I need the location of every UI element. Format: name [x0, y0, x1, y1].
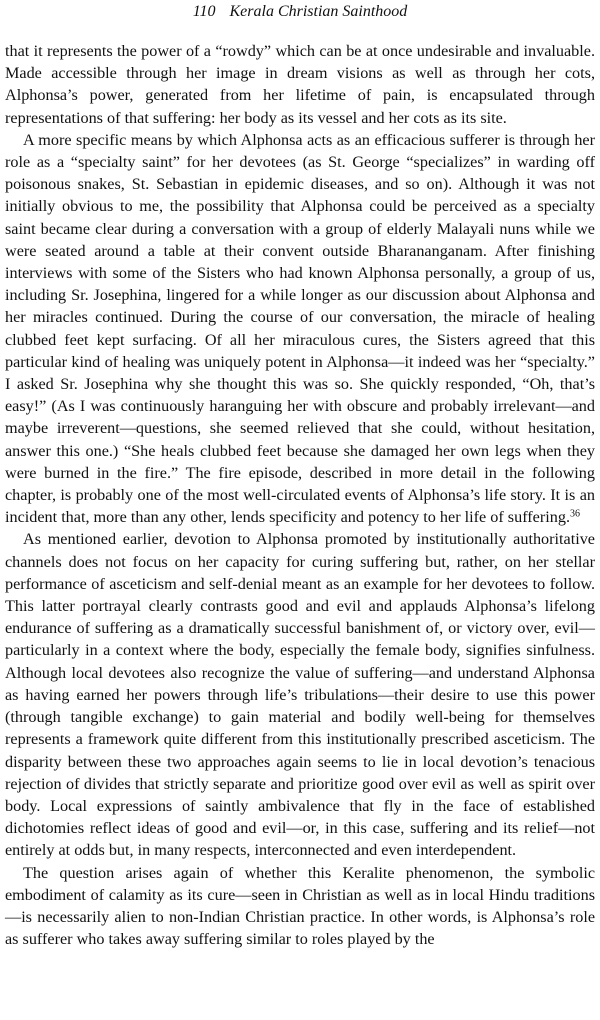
body-text: [5, 40, 595, 950]
paragraph: The question arises again of whether this Keralite phenomenon, the symbolic embodiment of calamity as its cure—seen in Christian as well as in local Hindu traditions—is necessarily alien to non-Indian Christian practice. In other words, is Alphonsa’s role as sufferer who takes away suffering similar to roles played by the: [5, 863, 595, 949]
paragraph-text: A more specific means by which Alphonsa acts as an efficacious sufferer is through her role as a “specialty saint” for her devotees (as St. George “specializes” in warding off poisonous snakes, St. Sebastian in epidemic diseases, and so on). Although it was not initially obvious to me, the possibility that Alphonsa could be perceived as a specialty saint became clear during a conversation with a group of elderly Malayali nuns while we were seated around a table at their convent outside Bharananganam. After finishing interviews with some of the Sisters who had known Alphonsa personally, a group of us, including Sr. Josephina, lingered for a while longer as our discussion about Alphonsa and her miracles continued. During the course of our conversation, the miracle of healing clubbed feet kept surfacing. Of all her miraculous cures, the Sisters agreed that this particular kind of healing was uniquely potent in Alphonsa—it indeed was her “specialty.” I asked Sr. Josephina why she thought this was so. She quickly responded, “Oh, that’s easy!” (As I was continuously haranguing her with obscure and probably irrelevant—and maybe irreverent—questions, she seemed relieved that she could, without hesitation, answer this one.) “She heals clubbed feet because she damaged her own legs when they were burned in the fire.” The fire episode, described in more detail in the following chapter, is probably one of the most well-circulated events of Alphonsa’s life story. It is an incident that, more than any other, lends specificity and potency to her life of suffering.: [5, 130, 595, 527]
paragraph: As mentioned earlier, devotion to Alphonsa promoted by institutionally authoritative channels does not focus on her capacity for curing suffering but, rather, on her stellar performance of asceticism and self-denial meant as an example for her devotees to follow. This latter portrayal clearly contrasts good and evil and applauds Alphonsa’s lifelong endurance of suffering as a dramatically successful banishment of, or victory over, evil—particularly in a context where the body, especially the female body, signifies sinfulness. Although local devotees also recognize the value of suffering—and understand Alphonsa as having earned her powers through life’s tribulations—their desire to use this power (through tangible exchange) to gain material and bodily well-being for themselves represents a framework quite different from this institutionally prescribed asceticism. The disparity between these two approaches again seems to lie in local devotion’s tenacious rejection of divides that strictly separate and prioritize good over evil as well as spirit over body. Local expressions of saintly ambivalence that fly in the face of established dichotomies reflect ideas of good and evil—or, in this case, suffering and its relief—not entirely at odds but, in many respects, interconnected and even interdependent.: [5, 530, 595, 860]
paragraph: [5, 129, 595, 529]
paragraph: that it represents the power of a “rowdy” which can be at once undesirable and invaluable. Made accessible through her image in dream visions as well as through her cots, Alphonsa’s power, generated from her lifetime of pain, is encapsulated through representations of that suffering: her body as its vessel and her cots as its site.: [5, 42, 595, 127]
running-title: Kerala Christian Sainthood: [229, 3, 408, 20]
footnote-marker[interactable]: 36: [570, 508, 580, 520]
running-head: [0, 2, 600, 22]
page-number: 110: [192, 3, 216, 20]
